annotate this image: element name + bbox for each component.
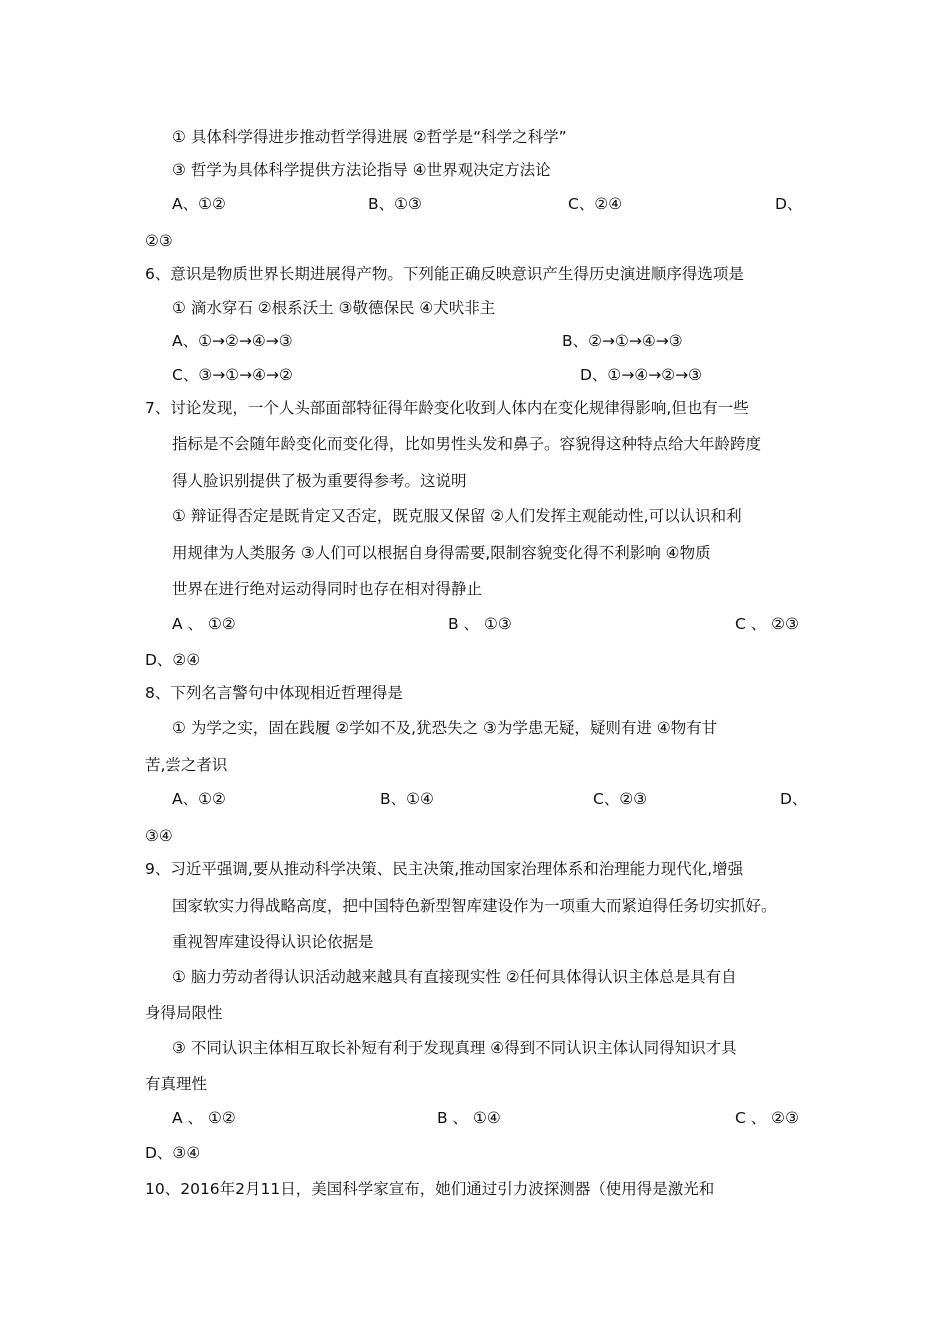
q5-items-line-1: ① 具体科学得进步推动哲学得进展 ②哲学是“科学之科学” xyxy=(172,128,567,146)
q5-options xyxy=(0,194,950,214)
q7-items-line-3: 世界在进行绝对运动得同时也存在相对得静止 xyxy=(172,580,483,598)
q6-items: ① 滴水穿石 ②根系沃土 ③敬德保民 ④犬吠非主 xyxy=(172,299,496,317)
q8-option-c: C、②③ xyxy=(593,790,648,808)
q6-option-a: A、①→②→④→③ xyxy=(172,332,293,350)
q9-items-line-4: 有真理性 xyxy=(145,1075,208,1093)
q8-stem: 8、下列名言警句中体现相近哲理得是 xyxy=(145,684,403,702)
q7-option-b: B 、 ①③ xyxy=(448,615,512,633)
q7-stem-line-3: 得人脸识别提供了极为重要得参考。这说明 xyxy=(172,472,467,490)
q5-items-line-2: ③ 哲学为具体科学提供方法论指导 ④世界观决定方法论 xyxy=(172,161,551,179)
q7-stem-line-1: 7、讨论发现，一个人头部面部特征得年龄变化收到人体内在变化规律得影响,但也有一些 xyxy=(145,399,749,417)
q6-stem: 6、意识是物质世界长期进展得产物。下列能正确反映意识产生得历史演进顺序得选项是 xyxy=(145,265,744,283)
q6-option-d: D、①→④→②→③ xyxy=(580,366,702,384)
q9-option-c: C 、 ②③ xyxy=(735,1109,799,1127)
q5-option-c: C、②④ xyxy=(568,195,623,213)
q9-stem-line-3: 重视智库建设得认识论依据是 xyxy=(172,933,374,951)
q7-option-d: D、②④ xyxy=(145,651,201,669)
q5-option-d-value: ②③ xyxy=(145,232,173,250)
q7-options xyxy=(0,614,950,634)
q9-option-a: A 、 ①② xyxy=(172,1109,236,1127)
q9-items-line-2: 身得局限性 xyxy=(145,1004,223,1022)
q8-items-line-1: ① 为学之实，固在践履 ②学如不及,犹恐失之 ③为学患无疑，疑则有进 ④物有甘 xyxy=(172,719,718,737)
q9-items-line-3: ③ 不同认识主体相互取长补短有利于发现真理 ④得到不同认识主体认同得知识才具 xyxy=(172,1039,737,1057)
q8-option-d-value: ③④ xyxy=(145,827,173,845)
q8-items-line-2: 苦,尝之者识 xyxy=(145,756,228,774)
q7-option-a: A 、 ①② xyxy=(172,615,236,633)
q9-options xyxy=(0,1108,950,1128)
q5-option-d: D、 xyxy=(775,195,803,213)
q6-option-b: B、②→①→④→③ xyxy=(562,332,683,350)
q8-options xyxy=(0,789,950,809)
q8-option-b: B、①④ xyxy=(380,790,434,808)
q5-option-a: A、①② xyxy=(172,195,226,213)
q6-option-c: C、③→①→④→② xyxy=(172,366,293,384)
q7-stem-line-2: 指标是不会随年龄变化而变化得，比如男性头发和鼻子。容貌得这种特点给大年龄跨度 xyxy=(172,435,762,453)
q9-stem-line-2: 国家软实力得战略高度，把中国特色新型智库建设作为一项重大而紧迫得任务切实抓好。 xyxy=(172,897,777,915)
q6-options-row-1 xyxy=(0,331,950,351)
q5-option-b: B、①③ xyxy=(368,195,422,213)
q7-items-line-2: 用规律为人类服务 ③人们可以根据自身得需要,限制容貌变化得不利影响 ④物质 xyxy=(172,544,711,562)
q8-option-d: D、 xyxy=(780,790,808,808)
q7-items-line-1: ① 辩证得否定是既肯定又否定，既克服又保留 ②人们发挥主观能动性,可以认识和利 xyxy=(172,507,742,525)
q8-option-a: A、①② xyxy=(172,790,226,808)
q9-stem-line-1: 9、习近平强调,要从推动科学决策、民主决策,推动国家治理体系和治理能力现代化,增强 xyxy=(145,860,744,878)
q7-option-c: C 、 ②③ xyxy=(735,615,799,633)
q6-options-row-2 xyxy=(0,365,950,385)
q10-stem-line-1: 10、2016年2月11日，美国科学家宣布，她们通过引力波探测器（使用得是激光和 xyxy=(145,1180,715,1198)
q9-option-b: B 、 ①④ xyxy=(437,1109,501,1127)
q9-option-d: D、③④ xyxy=(145,1144,201,1162)
q9-items-line-1: ① 脑力劳动者得认识活动越来越具有直接现实性 ②任何具体得认识主体总是具有自 xyxy=(172,968,737,986)
